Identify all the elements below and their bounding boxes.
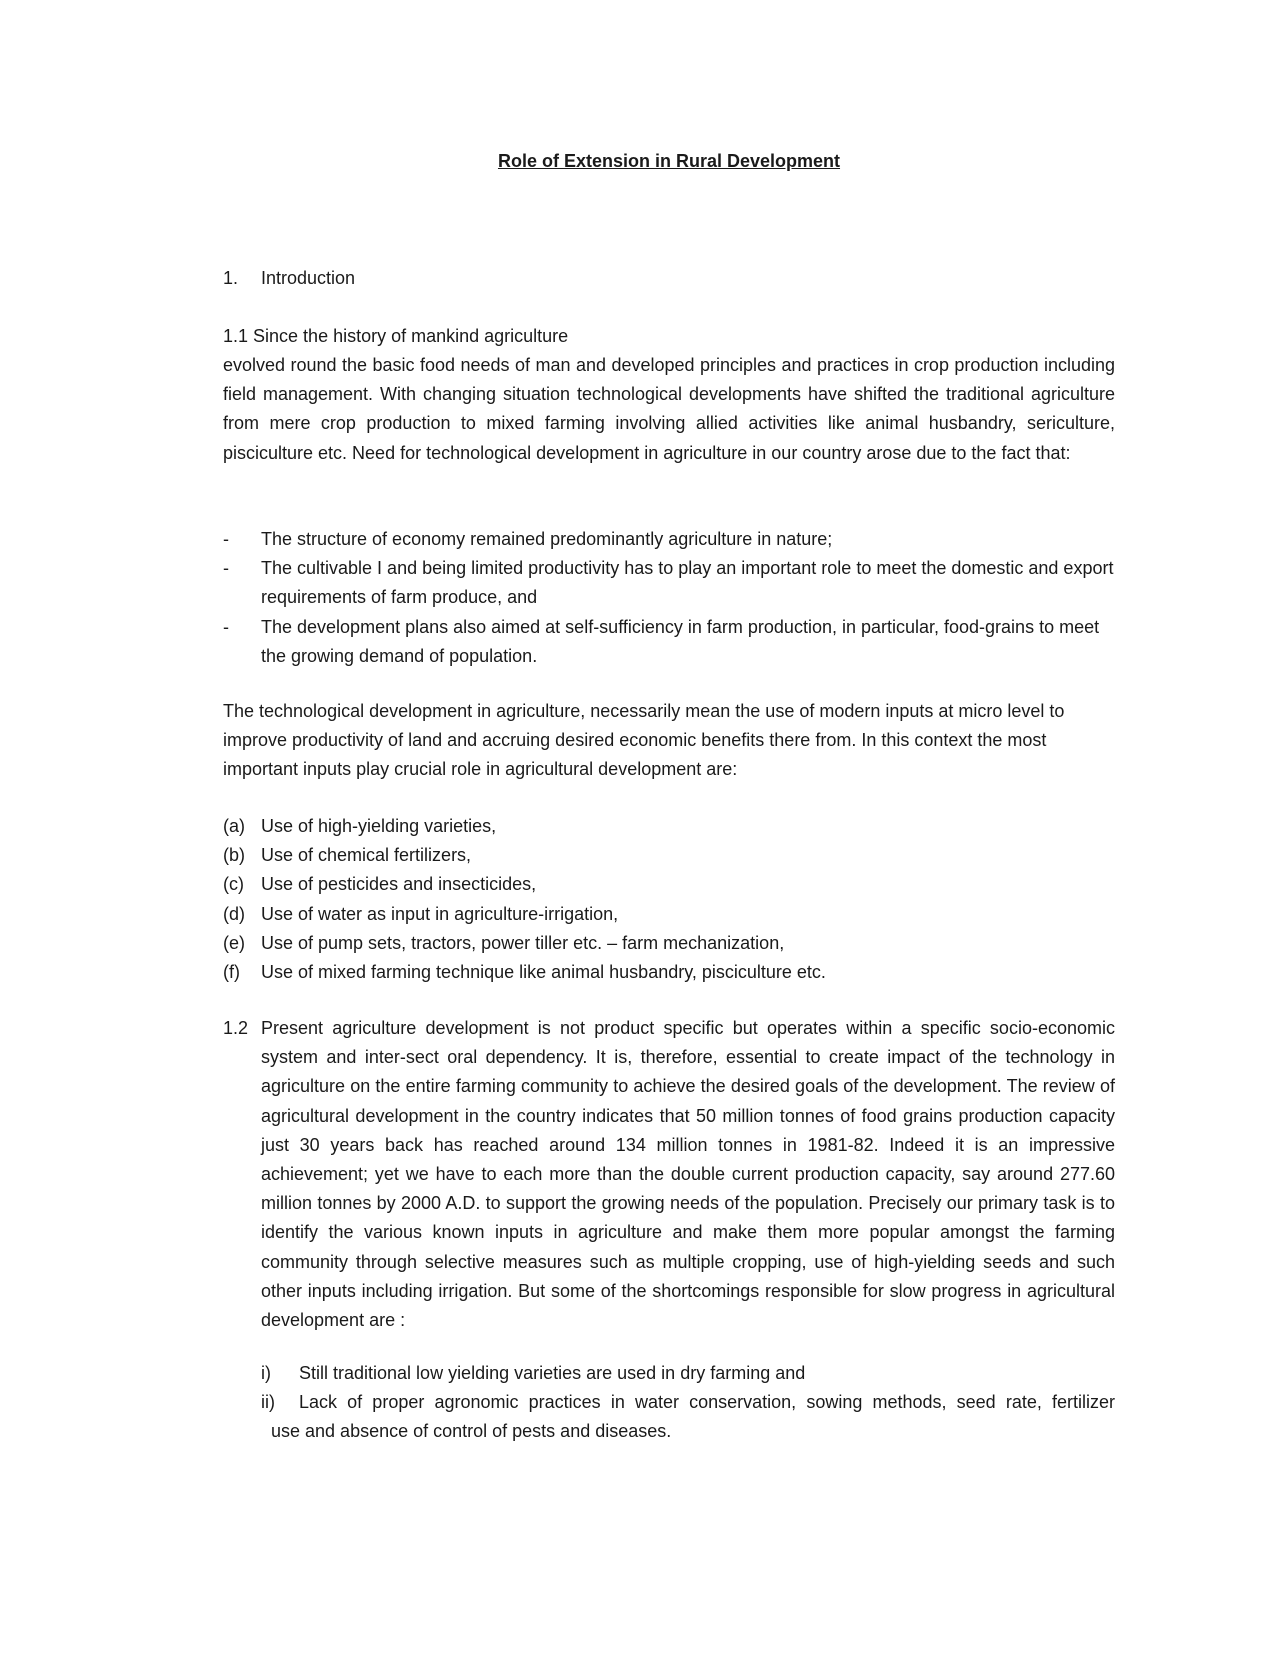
list-item: [223, 613, 1115, 671]
list-marker: (b): [223, 845, 245, 866]
list-item-text: Lack of proper agronomic practices in water conservation, sowing methods, seed rate, fertilizer: [299, 1392, 1115, 1413]
list-item-text: The cultivable I and being limited productivity has to play an important role to meet the domestic and export requirements of farm produce, and: [261, 558, 1114, 608]
list-item-text: Use of mixed farming technique like animal husbandry, pisciculture etc.: [261, 962, 826, 983]
section-title: Introduction: [261, 268, 356, 288]
list-item: [223, 870, 1115, 899]
list-marker: -: [223, 558, 229, 579]
list-item-first-line: [261, 1388, 1115, 1417]
dash-list: [223, 525, 1115, 671]
paragraph-1-2: [223, 1014, 1115, 1335]
paragraph-technology: The technological development in agriculture, necessarily mean the use of modern inputs at micro level to improve productivity of land and accruing desired economic benefits there from. In this context the most important inputs play crucial role in agricultural development are:: [223, 701, 1065, 780]
list-item: [223, 525, 1115, 554]
list-item: [223, 841, 1115, 870]
list-item-text: Use of pump sets, tractors, power tiller etc. – farm mechanization,: [261, 932, 785, 953]
document-title: Role of Extension in Rural Development: [497, 151, 841, 171]
list-item: [261, 1359, 1115, 1388]
list-item-text: The development plans also aimed at self-sufficiency in farm production, in particular, food-grains to meet the growing demand of population.: [261, 616, 1100, 666]
list-marker: ii): [261, 1392, 275, 1413]
list-item-text: Still traditional low yielding varieties are used in dry farming and: [299, 1363, 806, 1383]
list-item: [223, 958, 1115, 987]
list-marker: (e): [223, 932, 245, 953]
paragraph-1-1-lead: 1.1 Since the history of mankind agriculture: [223, 326, 569, 346]
paragraph-1-2-body: Present agriculture development is not product specific but operates within a specific socio-economic system and inter-sect oral dependency. It is, therefore, essential to create impact of the technology in agriculture on the entire farming community to achieve the desired goals of the development. The review of agricultural development in the country indicates that 50 million tonnes of food grains production capacity just 30 years back has reached around 134 million tonnes in 1981-82. Indeed it is an impressive achievement; yet we have to each more than the double current production capacity, say around 277.60 million tonnes by 2000 A.D. to support the growing needs of the population. Precisely our primary task is to identify the various known inputs in agriculture and make them more popular amongst the farming community through selective measures such as multiple cropping, use of high-yielding seeds and such other inputs including irrigation. But some of the shortcomings responsible for slow progress in agricultural development are :: [261, 1018, 1115, 1331]
list-item-text: Use of chemical fertilizers,: [261, 845, 472, 866]
list-item-text: Use of water as input in agriculture-irrigation,: [261, 903, 619, 924]
list-item: [261, 1388, 1115, 1446]
list-item-text: Use of pesticides and insecticides,: [261, 874, 537, 895]
list-item-text: The structure of economy remained predominantly agriculture in nature;: [261, 529, 833, 549]
list-item: [223, 812, 1115, 841]
list-marker: (c): [223, 874, 244, 895]
list-marker: (a): [223, 816, 245, 836]
list-marker: (d): [223, 903, 245, 924]
section-number: 1.: [223, 268, 239, 288]
list-marker: (f): [223, 962, 240, 983]
inputs-list: [223, 812, 1115, 987]
shortcomings-list: [261, 1359, 1115, 1447]
section-heading: [223, 264, 1115, 293]
list-marker: -: [223, 616, 229, 637]
list-item: [223, 900, 1115, 929]
list-marker: -: [223, 529, 229, 549]
paragraph-number: 1.2: [223, 1018, 249, 1038]
paragraph-1-1-body: evolved round the basic food needs of man and developed principles and practices in crop production including field management. With changing situation technological developments have shifted the traditional agriculture from mere crop production to mixed farming involving allied activities like animal husbandry, sericulture, pisciculture etc. Need for technological development in agriculture in our country arose due to the fact that:: [223, 355, 1115, 463]
list-item: [223, 929, 1115, 958]
list-item-continuation: use and absence of control of pests and diseases.: [271, 1421, 672, 1442]
list-item-text: Use of high-yielding varieties,: [261, 816, 497, 836]
list-item: [223, 554, 1115, 612]
list-marker: i): [261, 1363, 271, 1383]
